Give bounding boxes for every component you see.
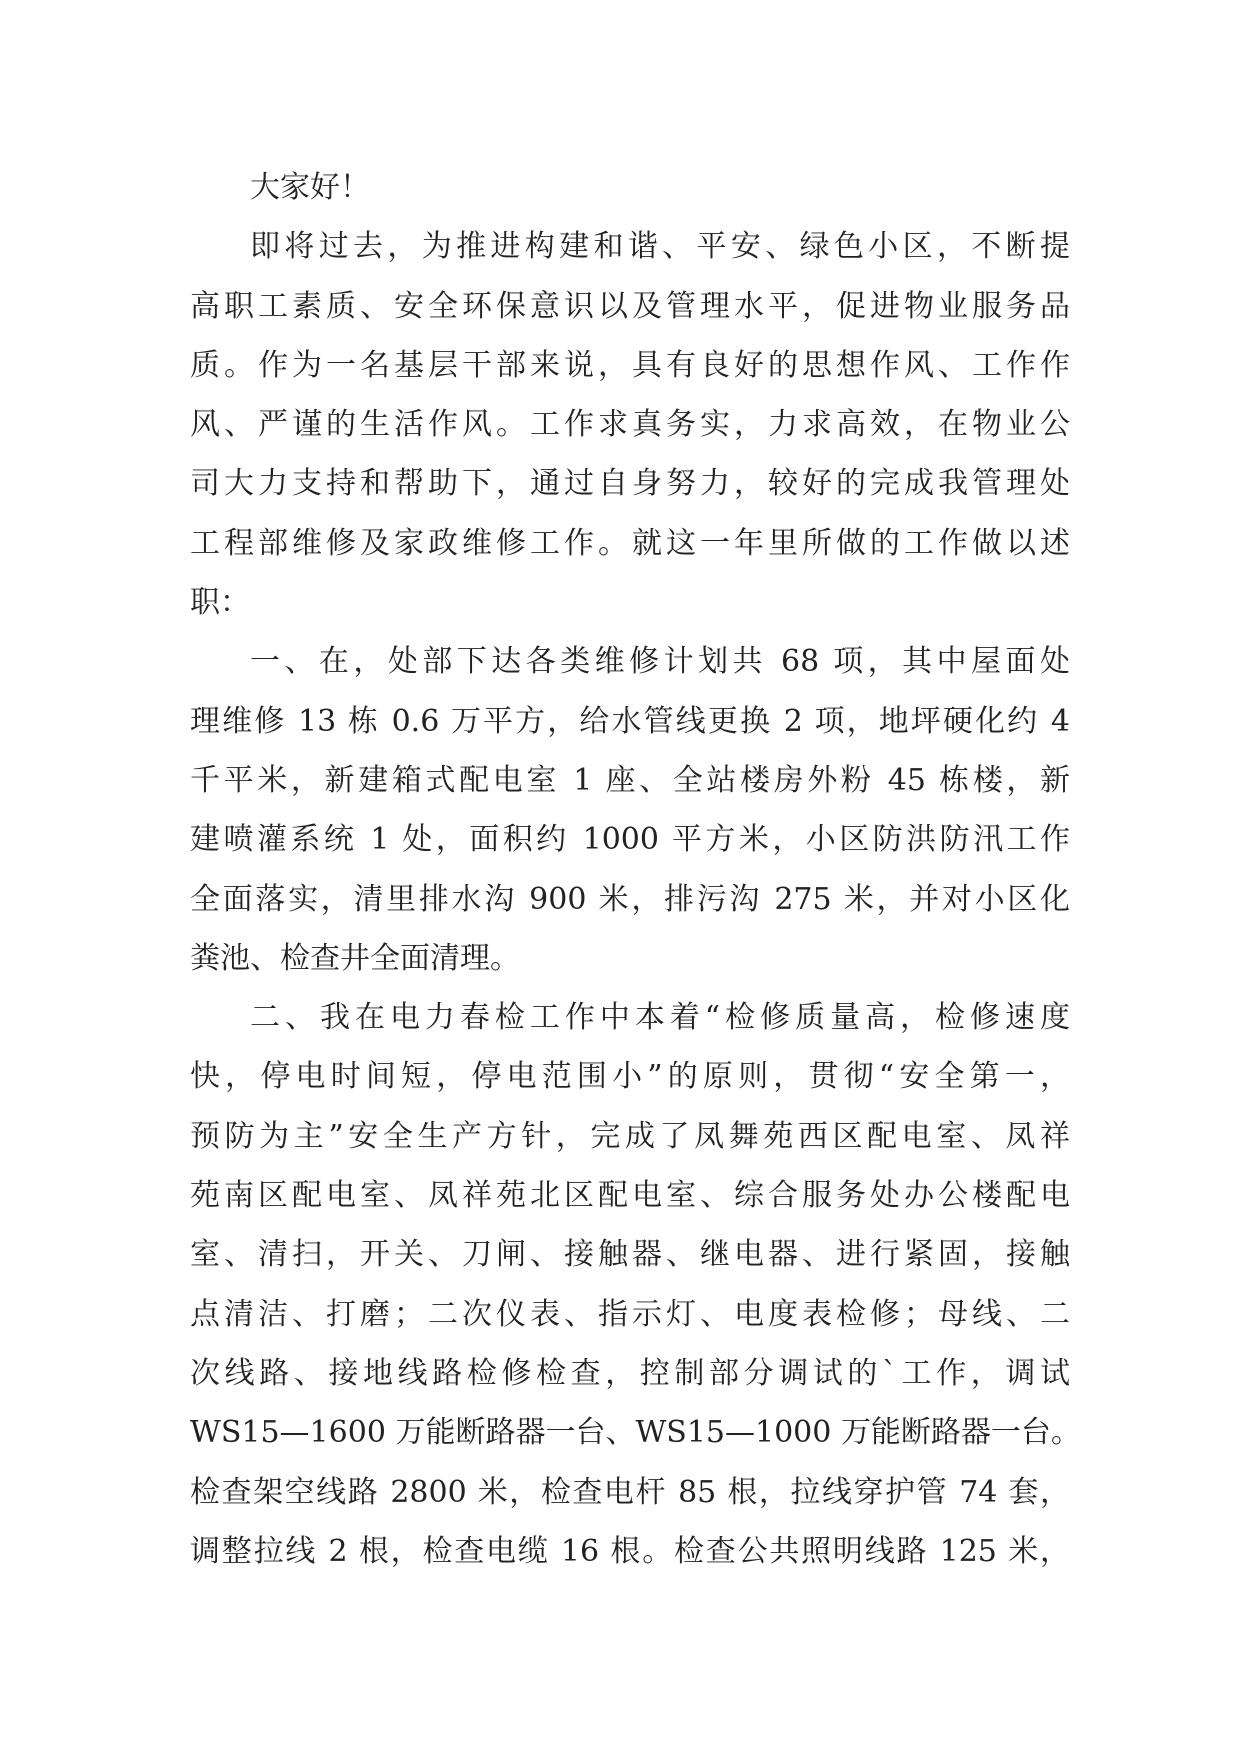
section-2-line: 快，停电时间短，停电范围小”的原则，贯彻“安全第一， bbox=[190, 1059, 1070, 1095]
intro-line: 职： bbox=[190, 585, 250, 621]
section-1-line: 粪池、检查井全面清理。 bbox=[190, 940, 520, 976]
intro-line: 质。作为一名基层干部来说，具有良好的思想作风、工作作 bbox=[190, 347, 1070, 383]
section-2-line: WS15—1600 万能断路器一台、WS15—1000 万能断路器一台。 bbox=[190, 1415, 1081, 1451]
intro-line: 风、严谨的生活作风。工作求真务实，力求高效，在物业公 bbox=[190, 407, 1070, 443]
section-2-line: 次线路、接地线路检修检查，控制部分调试的`工作，调试 bbox=[190, 1355, 1070, 1391]
section-2-line: 调整拉线 2 根，检查电缆 16 根。检查公共照明线路 125 米， bbox=[190, 1533, 1070, 1569]
intro-line: 工程部维修及家政维修工作。就这一年里所做的工作做以述 bbox=[190, 525, 1070, 561]
section-1-line: 理维修 13 栋 0.6 万平方，给水管线更换 2 项，地坪硬化约 4 bbox=[190, 703, 1070, 739]
section-2-line: 二、我在电力春检工作中本着“检修质量高，检修速度 bbox=[250, 1000, 1070, 1036]
intro-line: 司大力支持和帮助下，通过自身努力，较好的完成我管理处 bbox=[190, 466, 1070, 502]
intro-line: 高职工素质、安全环保意识以及管理水平，促进物业服务品 bbox=[190, 288, 1070, 324]
section-2-line: 点清洁、打磨；二次仪表、指示灯、电度表检修；母线、二 bbox=[190, 1296, 1070, 1332]
section-1-line: 千平米，新建箱式配电室 1 座、全站楼房外粉 45 栋楼，新 bbox=[190, 762, 1070, 798]
section-1-line: 一、在，处部下达各类维修计划共 68 项，其中屋面处 bbox=[250, 644, 1070, 680]
section-2-line: 室、清扫，开关、刀闸、接触器、继电器、进行紧固，接触 bbox=[190, 1237, 1070, 1273]
document-body bbox=[190, 158, 1081, 1581]
greeting-line: 大家好！ bbox=[250, 170, 370, 205]
intro-line: 即将过去，为推进构建和谐、平安、绿色小区，不断提 bbox=[250, 229, 1070, 265]
section-2-line: 检查架空线路 2800 米，检查电杆 85 根，拉线穿护管 74 套， bbox=[190, 1474, 1070, 1510]
section-2-line: 预防为主”安全生产方针，完成了凤舞苑西区配电室、凤祥 bbox=[190, 1118, 1070, 1154]
section-1-line: 建喷灌系统 1 处，面积约 1000 平方米，小区防洪防汛工作 bbox=[190, 822, 1070, 858]
section-2-line: 苑南区配电室、凤祥苑北区配电室、综合服务处办公楼配电 bbox=[190, 1178, 1070, 1214]
section-1-line: 全面落实，清里排水沟 900 米，排污沟 275 米，并对小区化 bbox=[190, 881, 1070, 917]
